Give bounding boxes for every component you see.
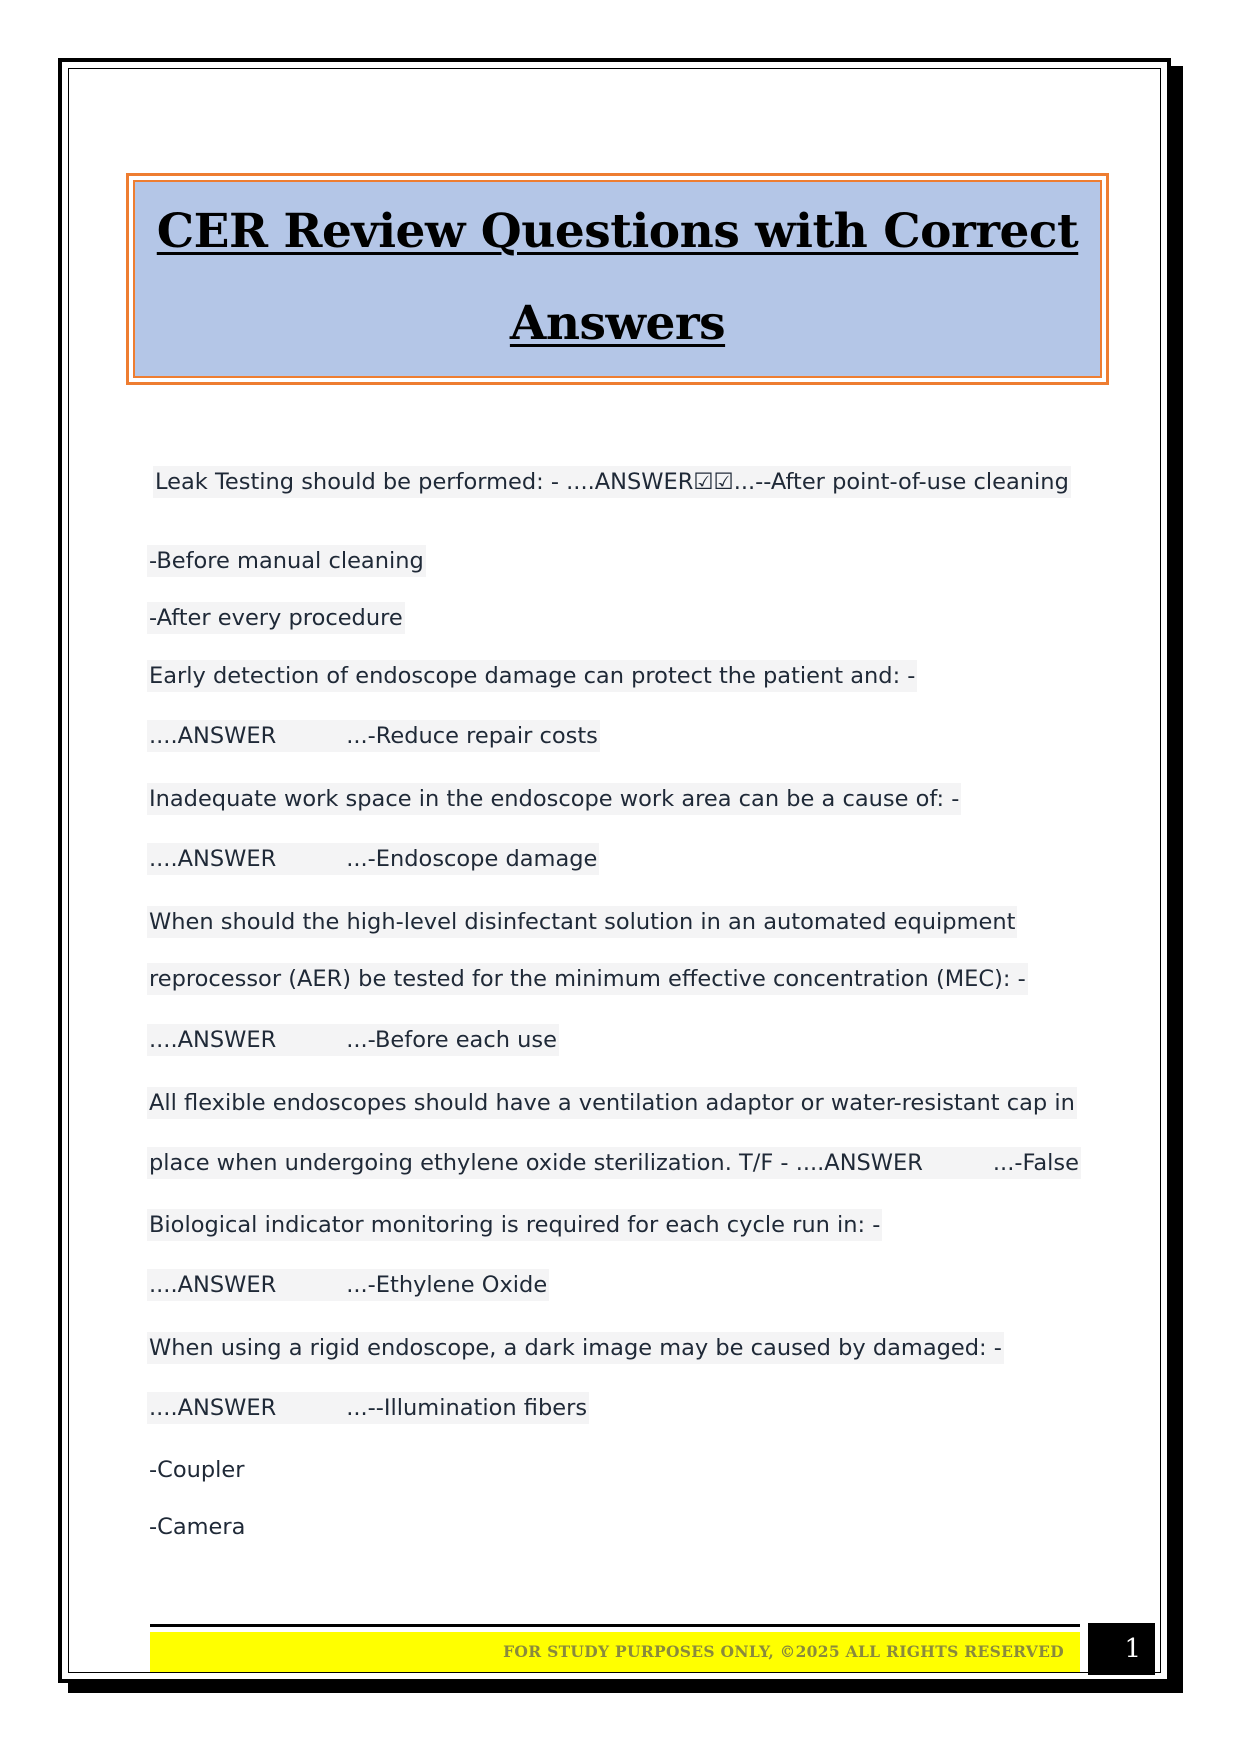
answer-7-text: ...--Illumination fibers [346,1395,588,1421]
footer-copyright: FOR STUDY PURPOSES ONLY, ©2025 ALL RIGHTS RESERVED [503,1642,1064,1661]
question-2-text: Early detection of endoscope damage can protect the patient and: - [147,660,917,692]
question-5-text-line-1: All flexible endoscopes should have a ventilation adaptor or water-resistant cap in [147,1087,1077,1119]
question-6-text: Biological indicator monitoring is required for each cycle run in: - [147,1209,882,1241]
answer-3-label: ....ANSWER [149,846,277,872]
document-title-line-2: Answers [509,296,726,351]
answer-1-option-2: -Before manual cleaning [147,545,426,577]
answer-6-row [147,1269,549,1301]
question-3-text: Inadequate work space in the endoscope work area can be a cause of: - [147,783,961,815]
answer-4-text: ...-Before each use [346,1027,557,1053]
question-4-text-line-1: When should the high-level disinfectant solution in an automated equipment [147,906,1017,938]
answer-7-option-3: -Camera [149,1514,246,1540]
answer-7-option-2: -Coupler [149,1457,245,1483]
footer-bar [150,1632,1080,1672]
answer-3-row [147,843,599,875]
answer-1-option-3: -After every procedure [147,602,405,634]
title-box [126,173,1109,385]
document-title-line-1: CER Review Questions with Correct [156,204,1079,259]
question-7-text: When using a rigid endoscope, a dark image may be caused by damaged: - [147,1332,1004,1364]
answer-5-text: ...-False [992,1150,1079,1176]
answer-7-row [147,1392,589,1424]
question-1-text: Leak Testing should be performed: - ....ANSWER☑☑...--After point-of-use cleaning [153,466,1071,498]
answer-4-label: ....ANSWER [149,1027,277,1053]
answer-7-label: ....ANSWER [149,1395,277,1421]
answer-3-text: ...-Endoscope damage [346,846,598,872]
question-5-text-line-2: place when undergoing ethylene oxide sterilization. T/F - ....ANSWER [149,1150,923,1176]
page-number: 1 [1088,1623,1155,1675]
question-5-row [147,1147,1081,1179]
footer-rule [150,1624,1080,1627]
answer-2-row [147,720,600,752]
answer-4-row [147,1024,559,1056]
answer-2-text: ...-Reduce repair costs [346,723,598,749]
title-box-inner [133,180,1102,378]
answer-6-text: ...-Ethylene Oxide [346,1272,548,1298]
answer-2-label: ....ANSWER [149,723,277,749]
question-4-text-line-2: reprocessor (AER) be tested for the minimum effective concentration (MEC): - [147,963,1028,995]
answer-6-label: ....ANSWER [149,1272,277,1298]
